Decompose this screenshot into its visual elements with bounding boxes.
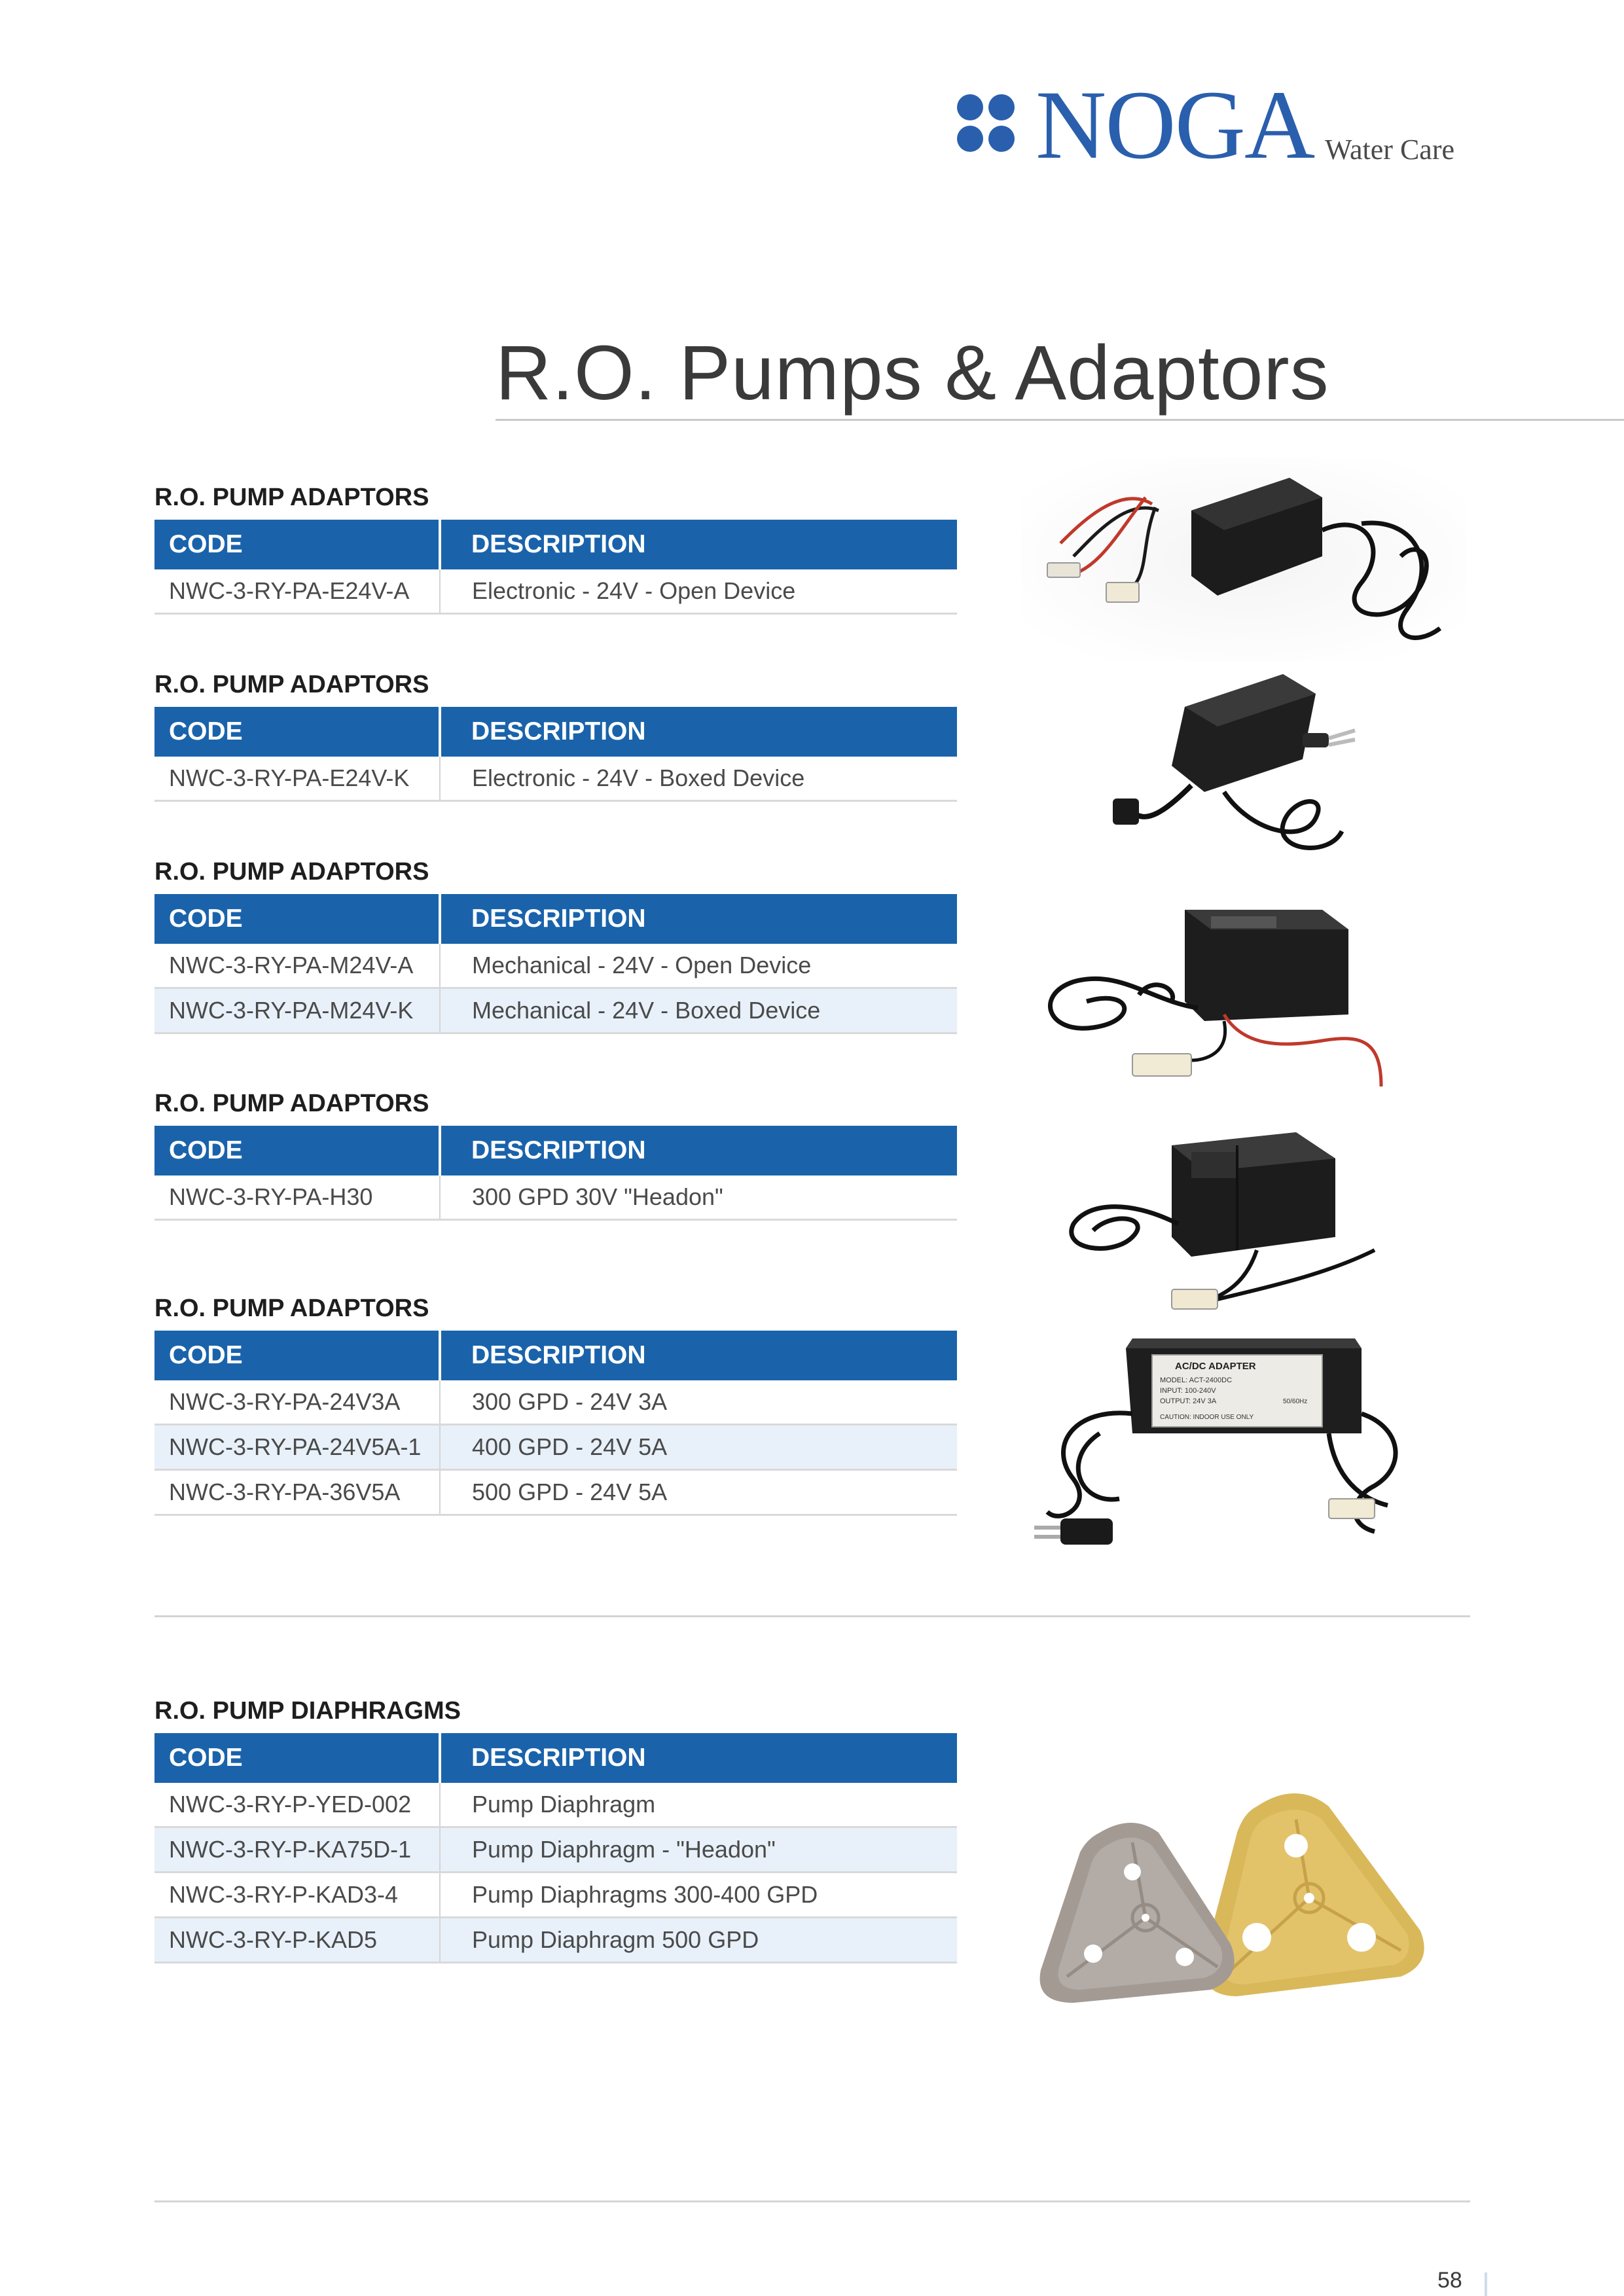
column-header-code: CODE bbox=[154, 707, 440, 757]
headon-transformer-image bbox=[1008, 1119, 1427, 1329]
table-row bbox=[154, 1918, 957, 1963]
product-table bbox=[154, 1126, 957, 1221]
product-table bbox=[154, 1733, 957, 1964]
footer-divider bbox=[154, 2200, 1470, 2202]
product-description: Pump Diaphragm bbox=[440, 1783, 957, 1827]
section-heading: R.O. PUMP ADAPTORS bbox=[154, 858, 429, 886]
product-code: NWC-3-RY-PA-24V5A-1 bbox=[154, 1425, 440, 1470]
product-table bbox=[154, 707, 957, 802]
section-diaphragms bbox=[154, 1695, 957, 1964]
product-description: Electronic - 24V - Boxed Device bbox=[440, 757, 957, 801]
product-code: NWC-3-RY-PA-E24V-A bbox=[154, 569, 440, 614]
product-description: Pump Diaphragms 300-400 GPD bbox=[440, 1873, 957, 1918]
section-heading: R.O. PUMP ADAPTORS bbox=[154, 1090, 429, 1117]
product-code: NWC-3-RY-P-KA75D-1 bbox=[154, 1827, 440, 1873]
title-rule bbox=[496, 419, 1624, 421]
table-header-row bbox=[154, 894, 957, 944]
column-header-description: DESCRIPTION bbox=[440, 1733, 957, 1783]
product-description: Pump Diaphragm 500 GPD bbox=[440, 1918, 957, 1963]
page-edge-mark bbox=[1485, 2272, 1487, 2296]
table-row bbox=[154, 988, 957, 1033]
page-title: R.O. Pumps & Adaptors bbox=[496, 330, 1329, 416]
brand-subtitle: Water Care bbox=[1325, 134, 1454, 166]
table-row bbox=[154, 1873, 957, 1918]
product-code: NWC-3-RY-P-YED-002 bbox=[154, 1783, 440, 1827]
table-header-row bbox=[154, 1331, 957, 1380]
product-code: NWC-3-RY-P-KAD5 bbox=[154, 1918, 440, 1963]
section-heading: R.O. PUMP ADAPTORS bbox=[154, 671, 429, 698]
product-code: NWC-3-RY-PA-M24V-K bbox=[154, 988, 440, 1033]
pump-diaphragms-image bbox=[1021, 1780, 1440, 2042]
open-power-adaptor-image bbox=[1021, 458, 1466, 661]
column-header-code: CODE bbox=[154, 1126, 440, 1175]
section-adaptors-4 bbox=[154, 1088, 957, 1221]
product-description: 500 GPD - 24V 5A bbox=[440, 1470, 957, 1515]
brand-name: NOGA bbox=[1036, 71, 1314, 179]
section-adaptors-3 bbox=[154, 856, 957, 1034]
product-description: 400 GPD - 24V 5A bbox=[440, 1425, 957, 1470]
table-row bbox=[154, 1827, 957, 1873]
table-row bbox=[154, 1175, 957, 1220]
section-adaptors-1 bbox=[154, 482, 957, 615]
product-table bbox=[154, 1331, 957, 1516]
section-heading: R.O. PUMP ADAPTORS bbox=[154, 484, 429, 511]
section-heading: R.O. PUMP DIAPHRAGMS bbox=[154, 1697, 461, 1725]
column-header-description: DESCRIPTION bbox=[440, 707, 957, 757]
column-header-description: DESCRIPTION bbox=[440, 1331, 957, 1380]
transformer-adaptor-image bbox=[1008, 890, 1407, 1100]
ac-dc-adapter-image bbox=[1021, 1335, 1414, 1558]
table-row bbox=[154, 569, 957, 614]
table-row bbox=[154, 1425, 957, 1470]
section-adaptors-5 bbox=[154, 1293, 957, 1516]
adapter-label-line: 50/60Hz bbox=[1283, 1398, 1308, 1405]
column-header-description: DESCRIPTION bbox=[440, 894, 957, 944]
adapter-label-line: OUTPUT: 24V 3A bbox=[1160, 1397, 1217, 1405]
table-row bbox=[154, 944, 957, 988]
section-adaptors-2 bbox=[154, 669, 957, 802]
product-code: NWC-3-RY-P-KAD3-4 bbox=[154, 1873, 440, 1918]
column-header-code: CODE bbox=[154, 1331, 440, 1380]
product-code: NWC-3-RY-PA-M24V-A bbox=[154, 944, 440, 988]
product-description: Electronic - 24V - Open Device bbox=[440, 569, 957, 614]
logo-dots-icon bbox=[957, 94, 1029, 160]
table-header-row bbox=[154, 1733, 957, 1783]
section-divider bbox=[154, 1615, 1470, 1617]
page-number: 58 bbox=[1437, 2268, 1462, 2293]
product-description: 300 GPD - 24V 3A bbox=[440, 1380, 957, 1425]
product-description: Pump Diaphragm - "Headon" bbox=[440, 1827, 957, 1873]
wall-plug-adaptor-image bbox=[1093, 668, 1401, 864]
brand-logo bbox=[957, 71, 1468, 179]
table-row bbox=[154, 1380, 957, 1425]
column-header-code: CODE bbox=[154, 894, 440, 944]
product-code: NWC-3-RY-PA-36V5A bbox=[154, 1470, 440, 1515]
column-header-description: DESCRIPTION bbox=[440, 520, 957, 569]
product-description: Mechanical - 24V - Open Device bbox=[440, 944, 957, 988]
column-header-code: CODE bbox=[154, 1733, 440, 1783]
column-header-code: CODE bbox=[154, 520, 440, 569]
table-row bbox=[154, 1783, 957, 1827]
table-header-row bbox=[154, 707, 957, 757]
product-code: NWC-3-RY-PA-24V3A bbox=[154, 1380, 440, 1425]
adapter-label-line: AC/DC ADAPTER bbox=[1175, 1361, 1256, 1372]
product-table bbox=[154, 520, 957, 615]
adapter-label-line: INPUT: 100-240V bbox=[1160, 1387, 1216, 1395]
column-header-description: DESCRIPTION bbox=[440, 1126, 957, 1175]
adapter-label-line: MODEL: ACT-2400DC bbox=[1160, 1376, 1233, 1384]
table-header-row bbox=[154, 1126, 957, 1175]
product-code: NWC-3-RY-PA-H30 bbox=[154, 1175, 440, 1220]
table-row bbox=[154, 1470, 957, 1515]
table-row bbox=[154, 757, 957, 801]
section-heading: R.O. PUMP ADAPTORS bbox=[154, 1295, 429, 1322]
product-description: 300 GPD 30V "Headon" bbox=[440, 1175, 957, 1220]
adapter-label-line: CAUTION: INDOOR USE ONLY bbox=[1160, 1414, 1254, 1421]
product-description: Mechanical - 24V - Boxed Device bbox=[440, 988, 957, 1033]
product-table bbox=[154, 894, 957, 1034]
table-header-row bbox=[154, 520, 957, 569]
product-code: NWC-3-RY-PA-E24V-K bbox=[154, 757, 440, 801]
